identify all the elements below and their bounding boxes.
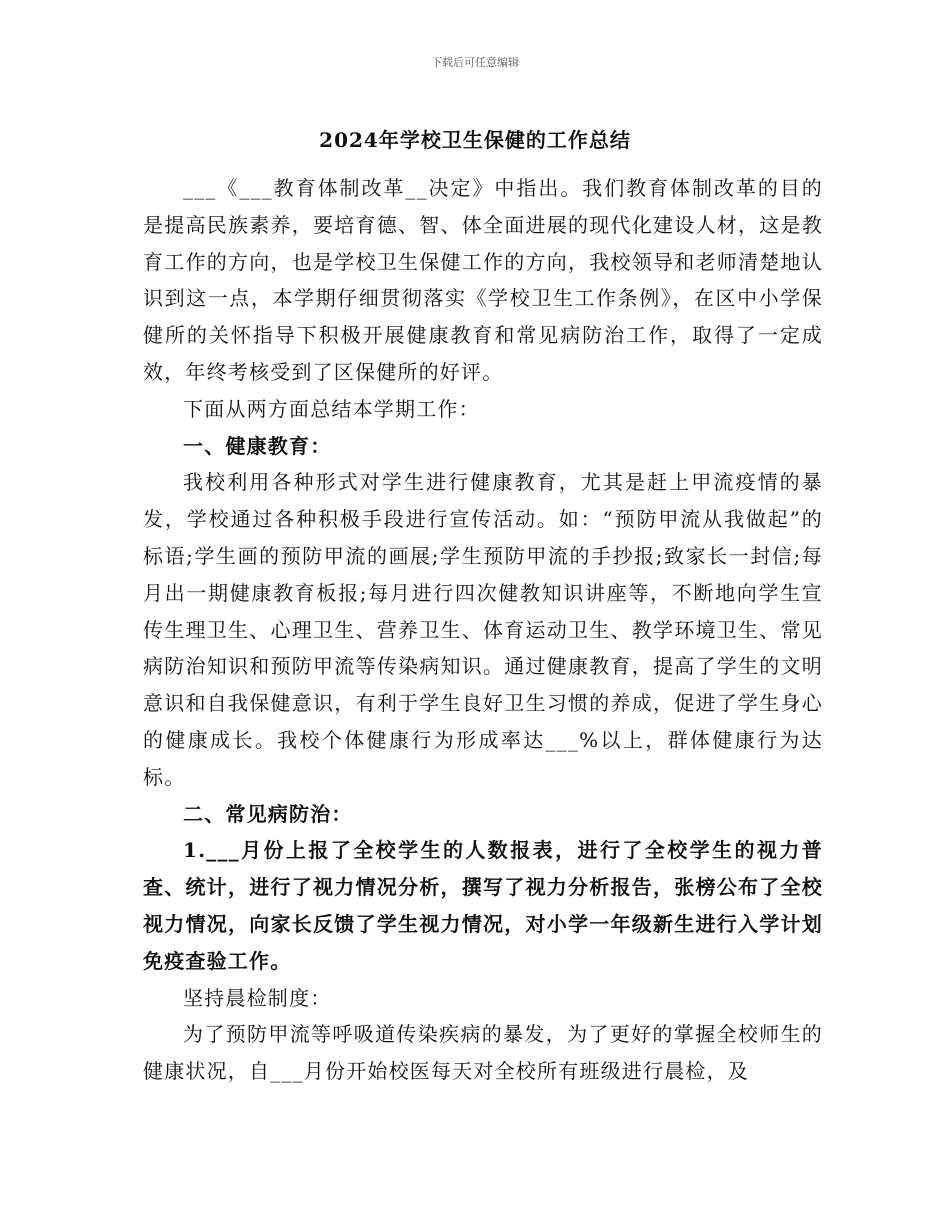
paragraph-summary-lead: 下面从两方面总结本学期工作： xyxy=(183,396,480,421)
paragraph-morning-check: 为了预防甲流等呼吸道传染疾病的暴发，为了更好的掌握全校师生的健康状况，自___月份开始校医每天对全校所有班级进行晨检，及 xyxy=(143,1022,823,1084)
paragraph-intro: ___《___教育体制改革__决定》中指出。我们教育体制改革的目的是提高民族素养，要培育德、智、体全面进展的现代化建设人材，这是教育工作的方向，也是学校卫生保健工作的方向，我校领导和老师清楚地认识到这一点，本学期仔细贯彻落实《学校卫生工作条例》，在区中小学保健所的关怀指导下积极开展健康教育和常见病防治工作，取得了一定成效，年终考核受到了区保健所的好评。 xyxy=(143,176,823,384)
paragraph-vision-survey: 1.___月份上报了全校学生的人数报表，进行了全校学生的视力普查、统计，进行了视力情况分析，撰写了视力分析报告，张榜公布了全校视力情况，向家长反馈了学生视力情况，对小学一年级新生进行入学计划免疫查验工作。 xyxy=(143,838,823,973)
section-heading-disease-prevention: 二、常见病防治： xyxy=(183,801,353,826)
document-title: 2024年学校卫生保健的工作总结 xyxy=(319,128,631,152)
header-note: 下载后可任意编辑 xyxy=(431,56,519,69)
paragraph-morning-check-heading: 坚持晨检制度： xyxy=(183,985,332,1010)
paragraph-health-education: 我校利用各种形式对学生进行健康教育，尤其是赶上甲流疫情的暴发，学校通过各种积极手段进行宣传活动。如：“预防甲流从我做起”的标语;学生画的预防甲流的画展;学生预防甲流的手抄报;致家长一封信;每月出一期健康教育板报;每月进行四次健教知识讲座等，不断地向学生宣传生理卫生、心理卫生、营养卫生、体育运动卫生、教学环境卫生、常见病防治知识和预防甲流等传染病知识。通过健康教育，提高了学生的文明意识和自我保健意识，有利于学生良好卫生习惯的养成，促进了学生身心的健康成长。我校个体健康行为形成率达___%以上，群体健康行为达标。 xyxy=(143,470,823,789)
document-body xyxy=(143,170,823,1090)
section-heading-health-education: 一、健康教育： xyxy=(183,433,332,458)
